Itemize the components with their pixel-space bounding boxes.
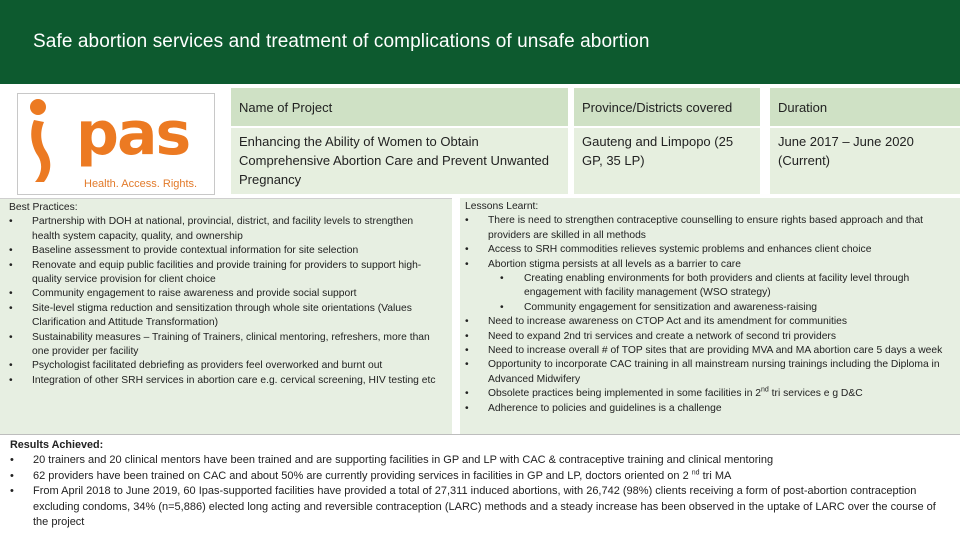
header-province: Province/Districts covered — [568, 88, 760, 126]
title-banner — [0, 0, 960, 84]
list-item: • Renovate and equip public facilities and provide training for providers to support high-quality service provision for client choice — [9, 259, 444, 288]
list-item — [465, 258, 952, 316]
cell-project-name: Enhancing the Ability of Women to Obtain Comprehensive Abortion Care and Prevent Unwanted Pregnancy — [231, 128, 568, 194]
list-item: • Integration of other SRH services in abortion care e.g. cervical screening, HIV testing etc — [9, 374, 444, 388]
results-list — [10, 453, 950, 530]
logo-tagline: Health. Access. Rights. — [84, 178, 198, 190]
list-item: • From April 2018 to June 2019, 60 Ipas-supported facilities have provided a total of 27,311 induced abortions, with 26,742 (98%) clients receiving a form of post-abortion contraception excluding condoms, 34% (n=5,886) elected long acting and reversible contraception (LARC) methods and a steady increase has been observed in the uptake of LARC over the course of the project — [10, 484, 950, 530]
obsolete-superscript: nd — [761, 386, 769, 394]
lessons-learnt-title: Lessons Learnt: — [465, 201, 539, 212]
list-item: • There is need to strengthen contraceptive counselling to ensure rights based approach and that providers are skilled in all methods — [465, 214, 952, 243]
results-title: Results Achieved: — [10, 439, 104, 451]
list-item: • Community engagement to raise awareness and provide social support — [9, 287, 444, 301]
sub-list-item: • Creating enabling environments for both providers and clients at facility level through engagement with facility management (WSO strategy) — [500, 272, 952, 301]
list-item: • Partnership with DOH at national, provincial, district, and facility levels to strengthen health system capacity, quality, and ownership — [9, 215, 444, 244]
list-item: • Need to expand 2nd tri services and create a network of second tri providers — [465, 330, 952, 344]
list-item: • Site-level stigma reduction and sensitization through whole site orientations (Values Clarification and Attitude Transformation) — [9, 302, 444, 331]
best-practices-title: Best Practices: — [9, 202, 78, 213]
list-item: • Sustainability measures – Training of Trainers, clinical mentoring, refreshers, more than one provider per facility — [9, 331, 444, 360]
list-item — [465, 387, 952, 401]
list-item-text: Abortion stigma persists at all levels as a barrier to care — [488, 258, 741, 270]
obsolete-text-after: tri services e g D&C — [768, 388, 863, 400]
obsolete-text-before: Obsolete practices being implemented in some facilities in 2 — [488, 388, 762, 400]
result-text-before: 62 providers have been trained on CAC and about 50% are currently providing services in facilities in GP and LP, doctors oriented on 2 — [33, 469, 692, 482]
best-practices-panel — [0, 198, 452, 434]
logo-wordmark: pas — [76, 99, 190, 169]
best-practices-list — [9, 215, 444, 388]
sub-list — [488, 272, 952, 315]
list-item: • Need to increase overall # of TOP sites that are providing MVA and MA abortion care 5 days a week — [465, 344, 952, 358]
list-item: • 20 trainers and 20 clinical mentors have been trained and are supporting facilities in GP and LP with CAC & contraceptive training and clinical mentoring — [10, 453, 950, 468]
sub-list-item: • Community engagement for sensitization and awareness-raising — [500, 301, 952, 315]
lessons-learnt-panel — [460, 198, 960, 434]
list-item: • Need to increase awareness on CTOP Act and its amendment for communities — [465, 315, 952, 329]
result-text-after: tri MA — [699, 469, 732, 482]
list-item: • Psychologist facilitated debriefing as providers feel overworked and burnt out — [9, 359, 444, 373]
header-duration: Duration — [764, 88, 960, 126]
list-item: • Adherence to policies and guidelines is a challenge — [465, 402, 952, 416]
lessons-learnt-list — [465, 214, 952, 416]
cell-province: Gauteng and Limpopo (25 GP, 35 LP) — [568, 128, 760, 194]
list-item: • Baseline assessment to provide contextual information for site selection — [9, 244, 444, 258]
results-achieved-panel — [0, 434, 960, 540]
list-item — [10, 469, 950, 484]
project-table — [231, 88, 960, 194]
list-item: • Access to SRH commodities relieves systemic problems and enhances client choice — [465, 243, 952, 257]
result-superscript: nd — [691, 469, 700, 477]
header-project-name: Name of Project — [231, 88, 568, 126]
cell-duration: June 2017 – June 2020 (Current) — [764, 128, 960, 194]
list-item: • Opportunity to incorporate CAC training in all mainstream nursing trainings including the Diploma in Advanced Midwifery — [465, 358, 952, 387]
page-title: Safe abortion services and treatment of complications of unsafe abortion — [33, 31, 650, 52]
ipas-logo — [17, 93, 215, 195]
